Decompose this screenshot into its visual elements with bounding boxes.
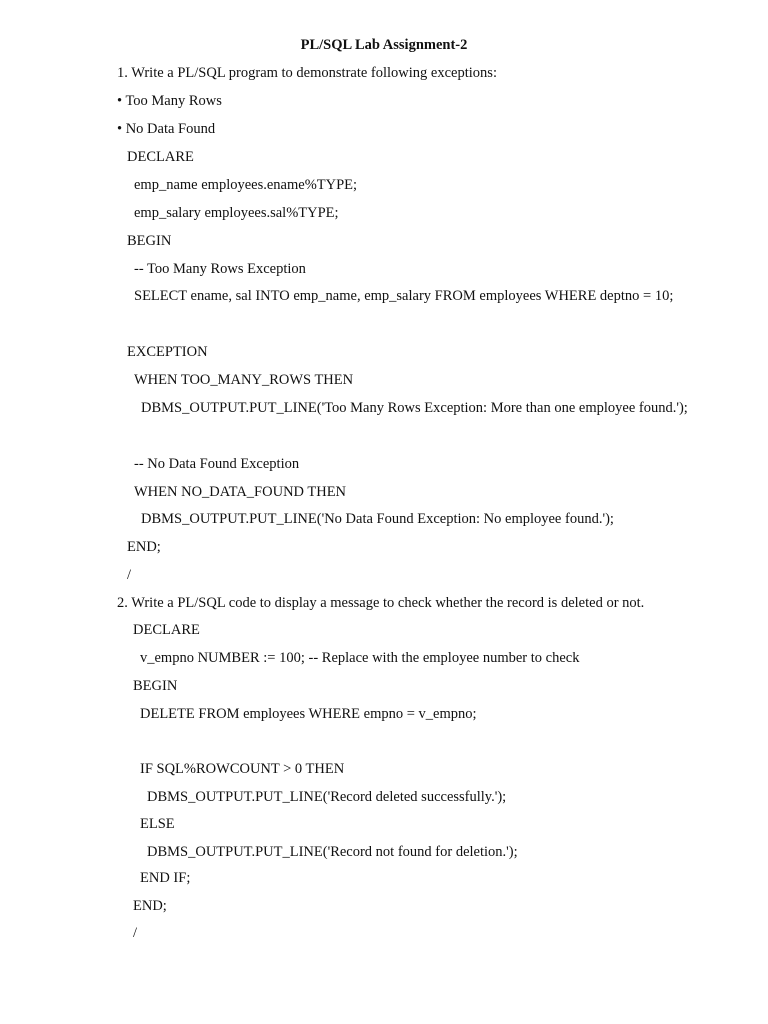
code-line: DBMS_OUTPUT.PUT_LINE('Record deleted successfully.');	[147, 789, 507, 805]
code-line: DBMS_OUTPUT.PUT_LINE('Too Many Rows Exception: More than one employee found.');	[141, 400, 688, 416]
question-1-prompt: 1. Write a PL/SQL program to demonstrate following exceptions:	[117, 65, 497, 81]
code-line: DBMS_OUTPUT.PUT_LINE('No Data Found Exception: No employee found.');	[141, 511, 614, 527]
code-comment: -- Too Many Rows Exception	[134, 261, 306, 277]
code-line: IF SQL%ROWCOUNT > 0 THEN	[140, 761, 345, 777]
code-line: /	[133, 925, 138, 941]
question-2-prompt: 2. Write a PL/SQL code to display a message to check whether the record is deleted or not.	[117, 595, 645, 611]
code-line: BEGIN	[127, 233, 172, 249]
bullet-too-many-rows: • Too Many Rows	[117, 93, 222, 109]
code-line: END;	[133, 898, 167, 914]
code-line: WHEN TOO_MANY_ROWS THEN	[134, 372, 354, 388]
code-line: /	[127, 567, 132, 583]
code-line: BEGIN	[133, 678, 178, 694]
code-line: END IF;	[140, 870, 191, 886]
code-line: DBMS_OUTPUT.PUT_LINE('Record not found for deletion.');	[147, 844, 518, 860]
bullet-no-data-found: • No Data Found	[117, 121, 216, 137]
code-line: v_empno NUMBER := 100; -- Replace with the employee number to check	[140, 650, 580, 666]
code-line: WHEN NO_DATA_FOUND THEN	[134, 484, 347, 500]
code-line: DECLARE	[127, 149, 194, 165]
page-title: PL/SQL Lab Assignment-2	[300, 37, 468, 53]
code-line: ELSE	[140, 816, 175, 832]
code-comment: -- No Data Found Exception	[134, 456, 300, 472]
code-line: DELETE FROM employees WHERE empno = v_empno;	[140, 706, 477, 722]
code-line: emp_name employees.ename%TYPE;	[134, 177, 358, 193]
code-line: DECLARE	[133, 622, 200, 638]
code-line: EXCEPTION	[127, 344, 208, 360]
code-line: END;	[127, 539, 161, 555]
code-line: SELECT ename, sal INTO emp_name, emp_salary FROM employees WHERE deptno = 10;	[134, 288, 674, 304]
code-line: emp_salary employees.sal%TYPE;	[134, 205, 339, 221]
